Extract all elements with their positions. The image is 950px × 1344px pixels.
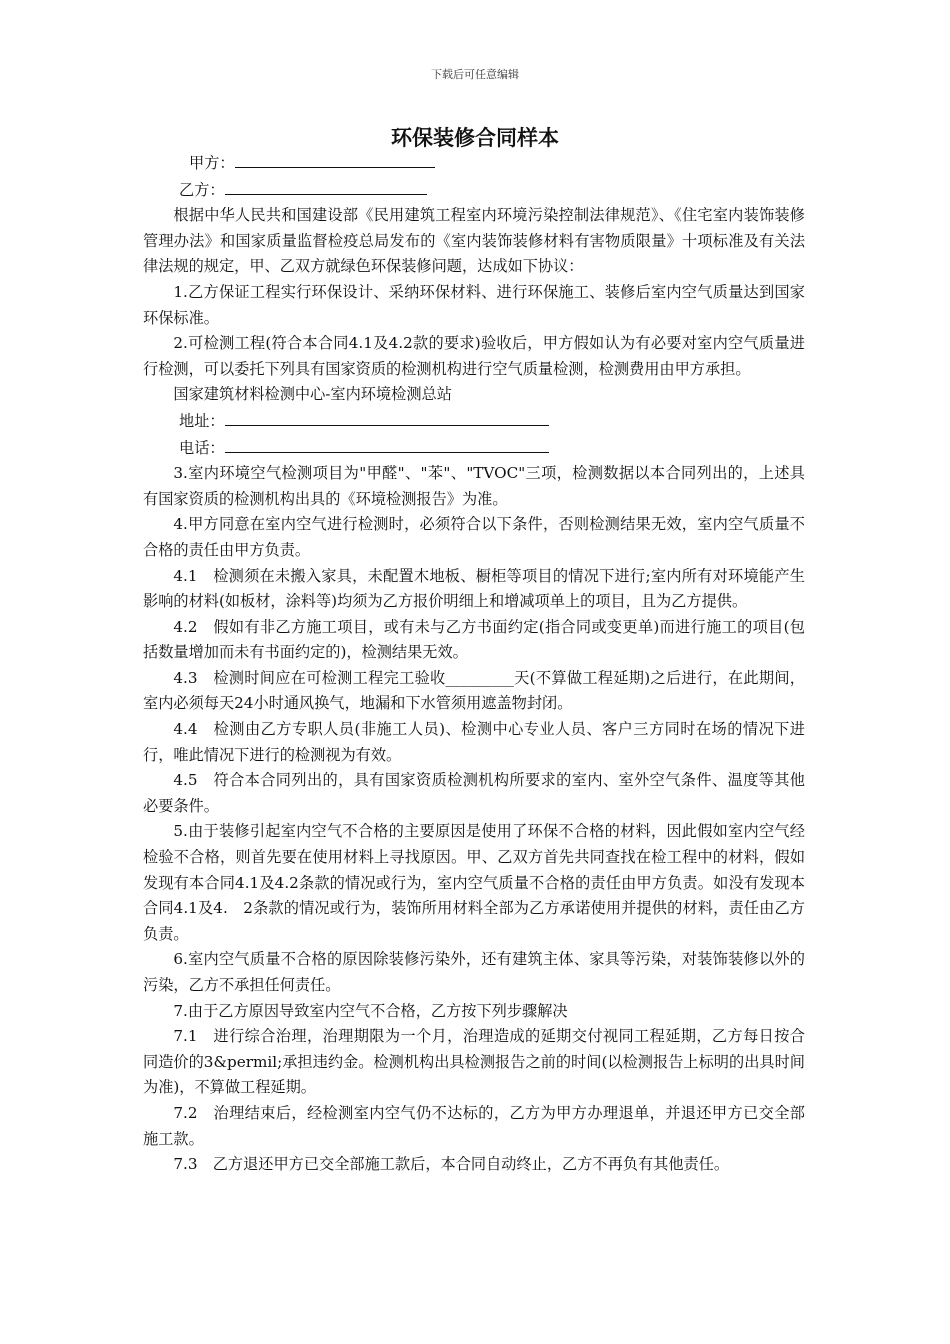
document-title: 环保装修合同样本 xyxy=(391,126,559,150)
clause-6: 6.室内空气质量不合格的原因除装修污染外，还有建筑主体、家具等污染，对装饰装修以外的污染，乙方不承担任何责任。 xyxy=(143,950,805,994)
address-label: 地址： xyxy=(179,411,225,430)
party-a-line xyxy=(143,150,805,177)
clause-7: 7.由于乙方原因导致室内空气不合格，乙方按下列步骤解决 xyxy=(173,1001,568,1020)
clause-4-1: 4.1 检测须在未搬入家具，未配置木地板、橱柜等项目的情况下进行;室内所有对环境能产生影响的材料(如板材，涂料等)均须为乙方报价明细上和增减项单上的项目，且为乙方提供。 xyxy=(143,566,805,611)
clause-7-2: 7.2 治理结束后，经检测室内空气仍不达标的，乙方为甲方办理退单，并退还甲方已交全部施工款。 xyxy=(143,1103,805,1148)
party-b-blank xyxy=(225,177,427,195)
party-a-label: 甲方： xyxy=(189,154,235,172)
address-line xyxy=(143,408,805,435)
party-a-blank xyxy=(235,150,435,168)
header-note: 下载后可任意编辑 xyxy=(431,68,519,81)
testing-organization: 国家建筑材料检测中心-室内环境检测总站 xyxy=(173,385,452,404)
clause-7-3: 7.3 乙方退还甲方已交全部施工款后，本合同自动终止，乙方不再负有其他责任。 xyxy=(173,1155,730,1174)
phone-label: 电话： xyxy=(179,438,225,457)
clause-4-5: 4.5 符合本合同列出的，具有国家资质检测机构所要求的室内、室外空气条件、温度等其他必要条件。 xyxy=(143,771,805,815)
clause-4: 4.甲方同意在室内空气进行检测时，必须符合以下条件，否则检测结果无效，室内空气质量不合格的责任由甲方负责。 xyxy=(143,515,805,559)
party-b-label: 乙方： xyxy=(179,180,225,199)
clause-5: 5.由于装修引起室内空气不合格的主要原因是使用了环保不合格的材料，因此假如室内空气经检验不合格，则首先要在使用材料上寻找原因。甲、乙双方首先共同查找在检工程中的材料，假如发现有本合同4.1及4.2条款的情况或行为，室内空气质量不合格的责任由甲方负责。如没有发现本合同4.1及4. 2条款的情况或行为，装饰所用材料全部为乙方承诺使用并提供的材料，责任由乙方负责。 xyxy=(143,822,805,943)
contract-body xyxy=(143,150,805,1178)
party-b-line xyxy=(143,177,805,204)
phone-blank xyxy=(225,435,549,453)
clause-4-3: 4.3 检测时间应在可检测工程完工验收_________天(不算做工程延期)之后进行，在此期间，室内必须每天24小时通风换气，地漏和下水管须用遮盖物封闭。 xyxy=(143,668,805,713)
clause-3: 3.室内环境空气检测项目为"甲醛"、"苯"、"TVOC"三项，检测数据以本合同列出的，上述具有国家资质的检测机构出具的《环境检测报告》为准。 xyxy=(143,464,805,508)
intro-paragraph: 根据中华人民共和国建设部《民用建筑工程室内环境污染控制法律规范》、《住宅室内装饰装修管理办法》和国家质量监督检疫总局发布的《室内装饰装修材料有害物质限量》十项标准及有关法律法规的规定，甲、乙双方就绿色环保装修问题，达成如下协议： xyxy=(143,206,805,276)
clause-1: 1.乙方保证工程实行环保设计、采纳环保材料、进行环保施工、装修后室内空气质量达到国家环保标准。 xyxy=(143,282,805,327)
clause-4-4: 4.4 检测由乙方专职人员(非施工人员)、检测中心专业人员、客户三方同时在场的情况下进行，唯此情况下进行的检测视为有效。 xyxy=(143,720,805,764)
clause-2: 2.可检测工程(符合本合同4.1及4.2款的要求)验收后，甲方假如认为有必要对室内空气质量进行检测，可以委托下列具有国家资质的检测机构进行空气质量检测，检测费用由甲方承担。 xyxy=(143,334,805,378)
phone-line xyxy=(143,435,805,462)
clause-4-2: 4.2 假如有非乙方施工项目，或有未与乙方书面约定(指合同或变更单)而进行施工的项目(包括数量增加而未有书面约定的)，检测结果无效。 xyxy=(143,617,805,662)
clause-7-1: 7.1 进行综合治理，治理期限为一个月，治理造成的延期交付视同工程延期，乙方每日按合同造价的3&permil;承担违约金。检测机构出具检测报告之前的时间(以检测报告上标明的出具时间为准)，不算做工程延期。 xyxy=(143,1027,805,1097)
address-blank xyxy=(225,408,549,426)
